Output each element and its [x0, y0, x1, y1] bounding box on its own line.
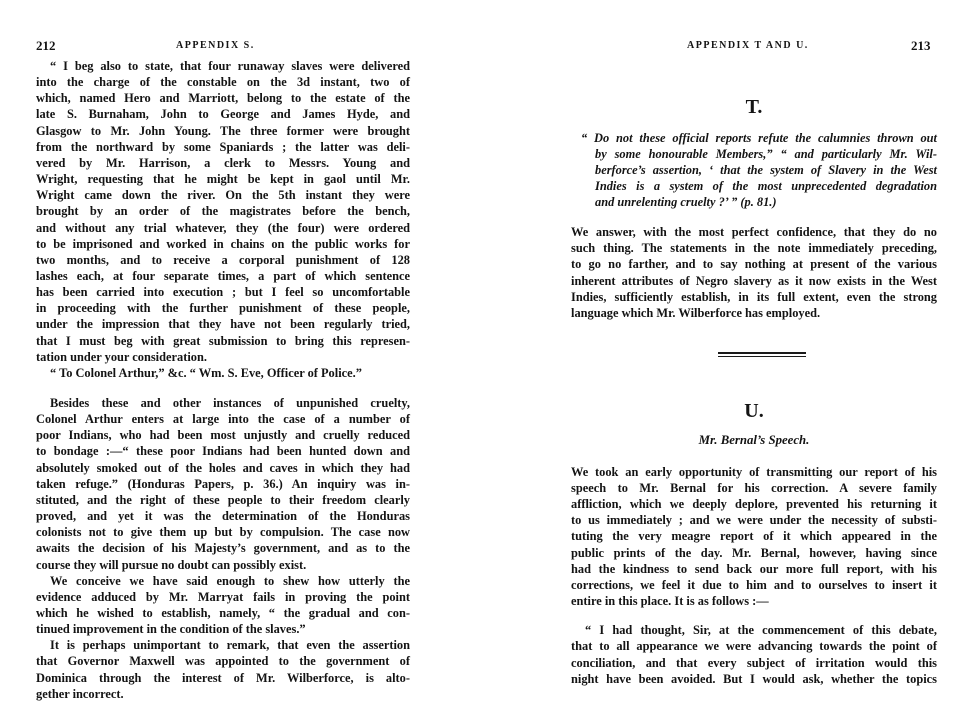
section-u-subtitle: Mr. Bernal’s Speech. [698, 433, 810, 447]
text-line: Colonel Arthur enters at large into the case of a number of [36, 412, 410, 427]
text-line: tinued improvement in the condition of the slaves.” [36, 622, 306, 637]
text-line: lashes each, at four separate times, a part of which sentence [36, 268, 410, 283]
text-line: “ I beg also to state, that four runaway slaves were delivered [50, 59, 410, 73]
text-line: entire in this place. It is as follows :— [571, 593, 769, 608]
text-line: inherent attributes of Negro slavery as it now exists in the West [571, 273, 937, 288]
text-line: that I must beg with great submission to bring this represen- [36, 333, 410, 348]
running-head-left: APPENDIX S. [176, 40, 255, 51]
quote-line: night have been avoided. But I would ask, whether the topics [571, 671, 937, 686]
text-line: two months, and to receive a corporal punishment of 128 [36, 252, 410, 267]
text-line: We took an early opportunity of transmitting our report of his [571, 465, 937, 479]
text-line: public prints of the day. Mr. Bernal, however, having since [571, 545, 937, 560]
text-line: late S. Burnaham, John to George and James Hyde, and [36, 107, 410, 122]
section-u-heading: U. [744, 400, 764, 422]
text-line: Dominica through the interest of Mr. Wilberforce, is alto- [36, 670, 410, 685]
text-line: which, named Hero and Marriott, belong to the estate of the [36, 91, 410, 106]
text-line: such thing. The statements in the note immediately preceding, [571, 241, 937, 256]
text-line: that Governor Maxwell was appointed to the government of [36, 654, 410, 669]
text-line: tuting the very meagre report of it which appeared in the [571, 529, 937, 544]
text-line: evidence adduced by Mr. Marryat fails in proving the point [36, 589, 410, 604]
text-line: Indies, sufficiently establish, in its full extent, even the strong [571, 289, 937, 304]
text-line: We answer, with the most perfect confidence, that they do no [571, 225, 937, 239]
text-line: We conceive we have said enough to shew how utterly the [50, 573, 410, 588]
running-head-right: APPENDIX T AND U. [687, 40, 809, 51]
text-line: Wright came down the river. On the 5th instant they were [36, 188, 410, 203]
text-line: to us immediately ; and we were under the necessity of substi- [571, 513, 937, 528]
text-line: speech to Mr. Bernal for his correction. A severe family [571, 481, 937, 496]
text-line: language which Mr. Wilberforce has employed. [571, 306, 821, 320]
text-line: to be imprisoned and worked in chains on the public works for [36, 236, 410, 251]
section-divider-thin [718, 356, 806, 357]
text-line: has been carried into execution ; but I feel so uncomfortable [36, 285, 410, 300]
text-line: in proceeding with the further punishment of these people, [36, 301, 410, 316]
text-line: into the charge of the constable on the 3d instant, two of [36, 75, 410, 90]
text-line: awaits the decision of his Majesty’s government, and as to the [36, 541, 410, 556]
text-line: Besides these and other instances of unpunished cruelty, [50, 396, 410, 410]
quote-line: that to all appearance we were advancing towards the point of [571, 639, 937, 654]
quote-line: conciliation, and that every subject of irritation would this [571, 655, 937, 670]
text-line: corrections, we feel it due to him and to ourselves to insert it [571, 577, 937, 592]
quote-line: Indies is a system of the most unprecedented degradation [595, 179, 937, 194]
quote-line: “ Do not these official reports refute the calumnies thrown out [581, 131, 937, 145]
section-divider-thick [718, 352, 806, 354]
text-line: gether incorrect. [36, 686, 124, 701]
text-line: stituted, and the right of these people to their freedom clearly [36, 492, 410, 507]
text-line: affliction, which we deeply deplore, prevented his returning it [571, 497, 937, 512]
text-line: and without any trial whatever, they (the four) were ordered [36, 220, 410, 235]
text-line: tation under your consideration. [36, 349, 207, 364]
page-number-left: 212 [36, 38, 56, 53]
text-line: “ To Colonel Arthur,” &c. “ Wm. S. Eve, Officer of Police.” [50, 365, 362, 380]
page-number-right: 213 [911, 38, 931, 53]
text-line: proved, and yet it was the determination of the Honduras [36, 509, 410, 524]
text-line: to go no farther, and to say nothing at present of the various [571, 257, 937, 272]
text-line: which he wished to establish, namely, “ the gradual and con- [36, 605, 410, 620]
section-t-heading: T. [745, 96, 763, 118]
quote-line: by some honourable Members,” “ and particularly Mr. Wil- [595, 147, 937, 162]
text-line: It is perhaps unimportant to remark, that even the assertion [50, 638, 410, 653]
quote-line: and unrelenting cruelty ?’ ” (p. 81.) [595, 195, 777, 210]
text-line: poor Indians, who had been most unjustly and cruelly reduced [36, 428, 410, 443]
text-line: absolutely smoked out of the holes and caves in which they had [36, 460, 410, 475]
text-line: taken refuge.” (Honduras Papers, p. 36.) An inquiry was in- [36, 476, 410, 491]
quote-line: “ I had thought, Sir, at the commencement of this debate, [585, 623, 937, 637]
text-line: brought by an order of the magistrates before the bench, [36, 204, 410, 219]
text-line: vered by Mr. Harrison, a clerk to Messrs. Young and [36, 155, 410, 170]
text-line: under the impression that they have not been regularly tried, [36, 317, 410, 332]
text-line: from the northward by some Spaniards ; the latter was deli- [36, 139, 410, 154]
text-line: Glasgow to Mr. John Young. The three former were brought [36, 123, 410, 138]
text-line: course they will pursue no doubt can possibly exist. [36, 557, 307, 572]
text-line: Wright, requesting that he might be kept in gaol until Mr. [36, 172, 410, 187]
text-line: colonists not to give them up but by compulsion. The case now [36, 525, 410, 540]
text-line: to bondage :—“ these poor Indians had been hunted down and [36, 444, 410, 459]
text-line: had the kindness to send back our more full report, with his [571, 561, 937, 576]
quote-line: berforce’s assertion, ‘ that the system of Slavery in the West [595, 163, 937, 178]
